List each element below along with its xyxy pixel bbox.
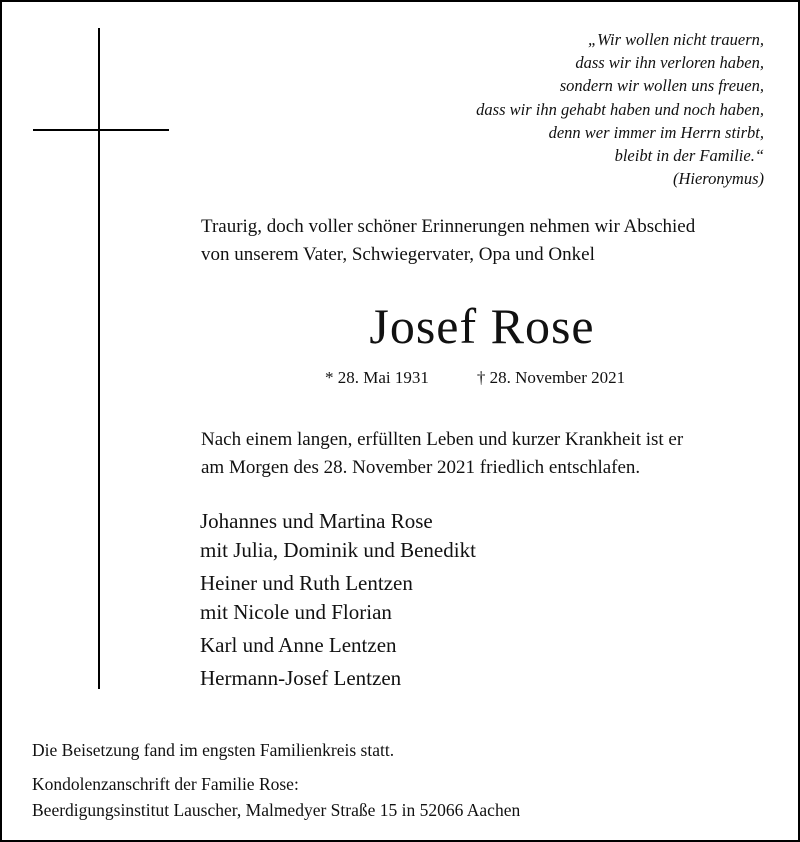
mourner-line: mit Nicole und Florian (200, 600, 392, 624)
quote-line: sondern wir wollen uns freuen, (559, 76, 764, 96)
quote-line: „Wir wollen nicht trauern, (587, 30, 764, 49)
footer-info (32, 737, 772, 823)
intro-line: von unserem Vater, Schwiegervater, Opa und Onkel (201, 244, 595, 265)
quote-line: dass wir ihn verloren haben, (575, 53, 764, 73)
mourner-group (200, 631, 760, 660)
mourners-list (200, 507, 760, 697)
cross-horizontal-bar (33, 129, 169, 131)
mourner-group (200, 664, 760, 693)
funeral-note: Die Beisetzung fand im engsten Familienkreis statt. (32, 740, 395, 760)
deceased-name: Josef Rose (369, 298, 595, 354)
passing-text (201, 426, 781, 482)
intro-line: Traurig, doch voller schöner Erinnerungen nehmen wir Abschied (201, 216, 696, 237)
quote-line: denn wer immer im Herrn stirbt, (548, 122, 764, 142)
quote-line: dass wir ihn gehabt haben und noch haben, (476, 99, 764, 119)
birth-date: * 28. Mai 1931 (325, 368, 429, 387)
condolence-address: Beerdigungsinstitut Lauscher, Malmedyer Straße 15 in 52066 Aachen (32, 800, 521, 820)
passing-line: Nach einem langen, erfüllten Leben und kurzer Krankheit ist er (201, 429, 684, 450)
condolence-label: Kondolenzanschrift der Familie Rose: (32, 774, 299, 794)
mourner-line: Heiner und Ruth Lentzen (200, 571, 413, 595)
quote-author: (Hieronymus) (672, 169, 764, 189)
intro-text (201, 213, 781, 269)
mourner-line: Johannes und Martina Rose (200, 509, 433, 533)
mourner-line: Hermann-Josef Lentzen (200, 666, 402, 690)
death-date: † 28. November 2021 (476, 368, 626, 387)
mourner-line: mit Julia, Dominik und Benedikt (200, 538, 476, 562)
mourner-line: Karl und Anne Lentzen (200, 633, 397, 657)
passing-line: am Morgen des 28. November 2021 friedlich entschlafen. (201, 457, 641, 478)
mourner-group (200, 569, 760, 627)
memorial-quote (344, 28, 764, 190)
life-dates (325, 365, 625, 391)
quote-line: bleibt in der Familie.“ (614, 146, 764, 166)
mourner-group (200, 507, 760, 565)
cross-vertical-bar (98, 28, 100, 689)
